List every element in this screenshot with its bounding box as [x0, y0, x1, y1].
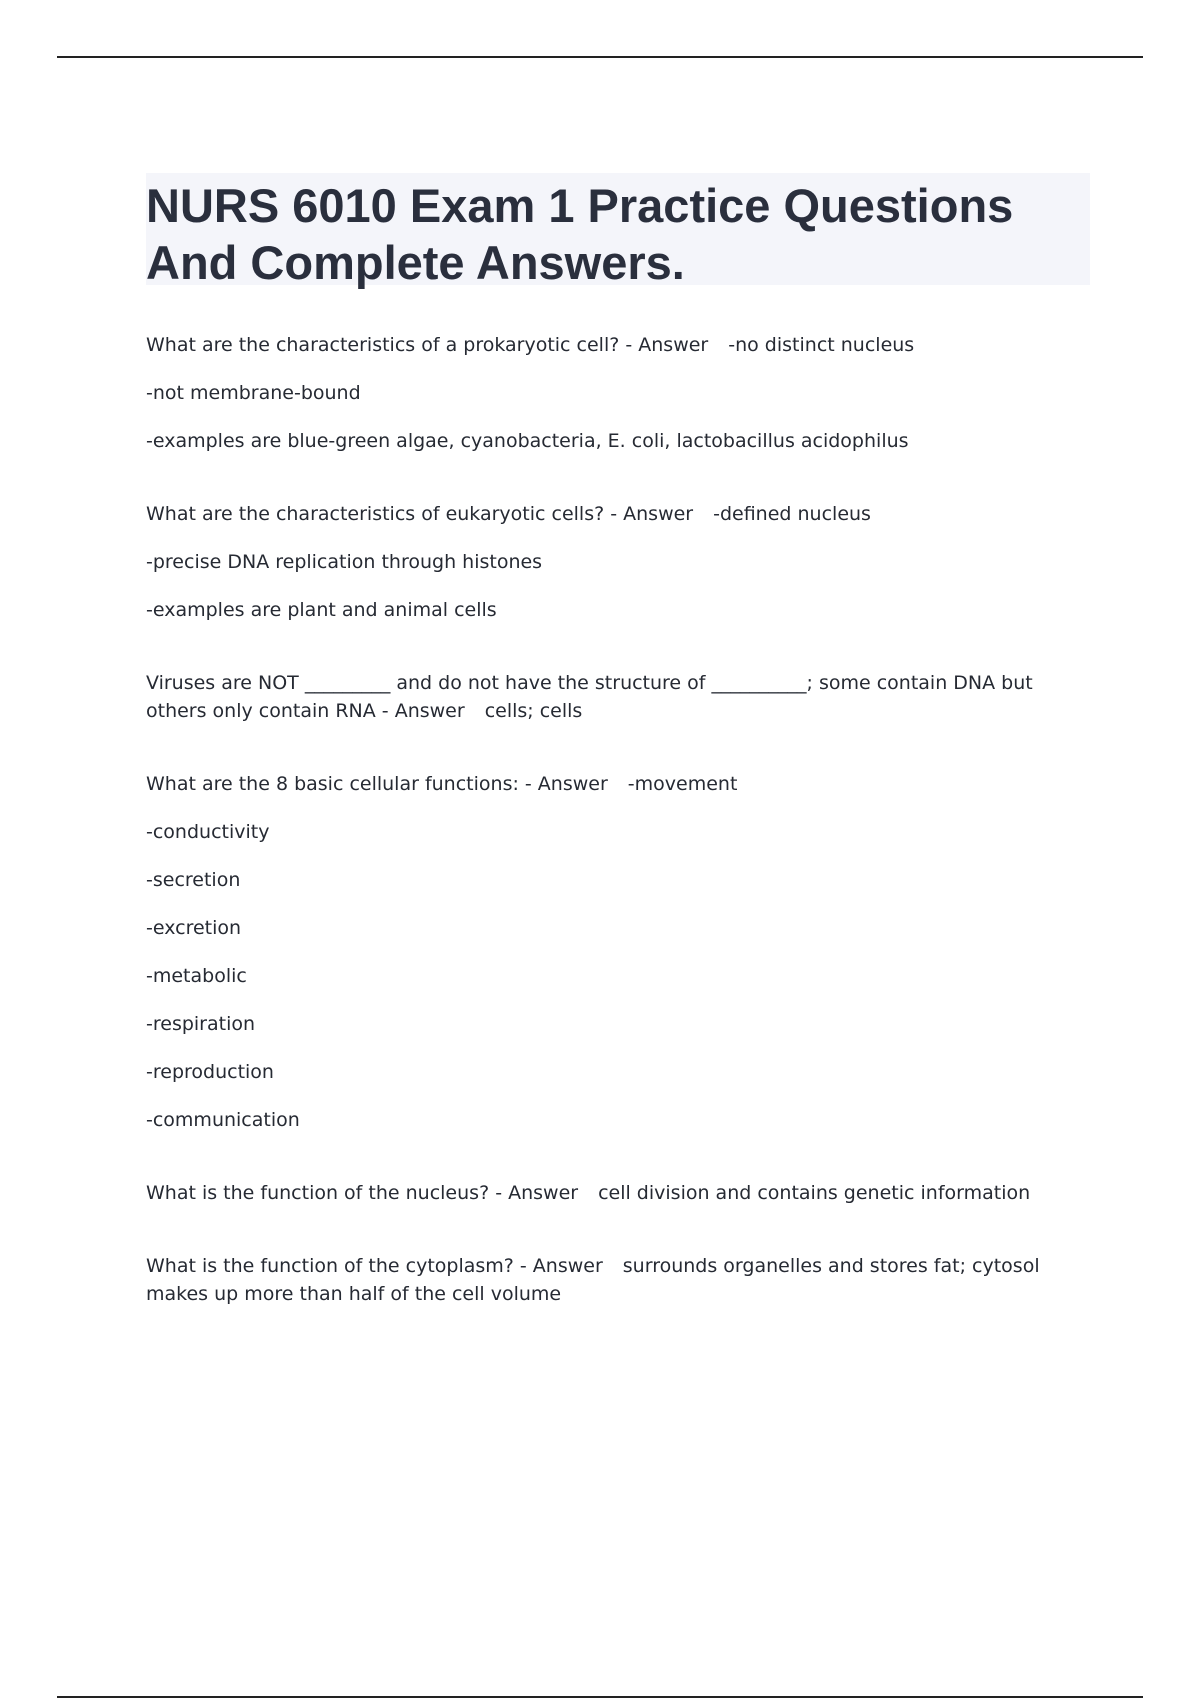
question-line [146, 1179, 1086, 1207]
question-text: Viruses are NOT _________ and do not have the structure of __________; some contain DNA but others only contain RNA - Answer [146, 672, 1033, 722]
qa-list [146, 331, 1086, 1353]
qa-item [146, 331, 1086, 455]
answer-line: -conductivity [146, 821, 270, 843]
question-line [146, 770, 1086, 798]
question-text: What are the 8 basic cellular functions: - Answer [146, 773, 608, 795]
question-text: What are the characteristics of eukaryotic cells? - Answer [146, 503, 694, 525]
qa-item [146, 500, 1086, 624]
qa-item [146, 1179, 1086, 1207]
answer-text: cells; cells [484, 700, 583, 722]
answer-line: -not membrane-bound [146, 382, 361, 404]
page-title: NURS 6010 Exam 1 Practice Questions And Complete Answers. [146, 179, 1014, 289]
answer-text: -movement [627, 773, 738, 795]
answer-text: -no distinct nucleus [728, 334, 915, 356]
answer-line: -precise DNA replication through histones [146, 551, 543, 573]
answer-text: surrounds organelles and stores fat; cytosol makes up more than half of the cell volume [146, 1255, 1040, 1305]
title-block [146, 173, 1090, 289]
answer-line: -communication [146, 1109, 300, 1131]
qa-item [146, 669, 1086, 725]
qa-item [146, 1252, 1086, 1308]
answer-line: -examples are blue-green algae, cyanobacteria, E. coli, lactobacillus acidophilus [146, 430, 909, 452]
answer-line: -respiration [146, 1013, 256, 1035]
answer-line: -metabolic [146, 965, 247, 987]
bottom-rule [57, 1696, 1143, 1698]
question-text: What is the function of the cytoplasm? - Answer [146, 1255, 603, 1277]
answer-text: cell division and contains genetic information [598, 1182, 1031, 1204]
question-line [146, 500, 1086, 528]
answer-line: -secretion [146, 869, 241, 891]
question-text: What is the function of the nucleus? - Answer [146, 1182, 579, 1204]
qa-item [146, 770, 1086, 1134]
question-line [146, 1252, 1086, 1308]
question-line [146, 669, 1086, 725]
question-line [146, 331, 1086, 359]
question-text: What are the characteristics of a prokaryotic cell? - Answer [146, 334, 709, 356]
answer-line: -reproduction [146, 1061, 274, 1083]
answer-line: -examples are plant and animal cells [146, 599, 497, 621]
top-rule [57, 56, 1143, 58]
answer-line: -excretion [146, 917, 242, 939]
answer-text: -defined nucleus [713, 503, 871, 525]
